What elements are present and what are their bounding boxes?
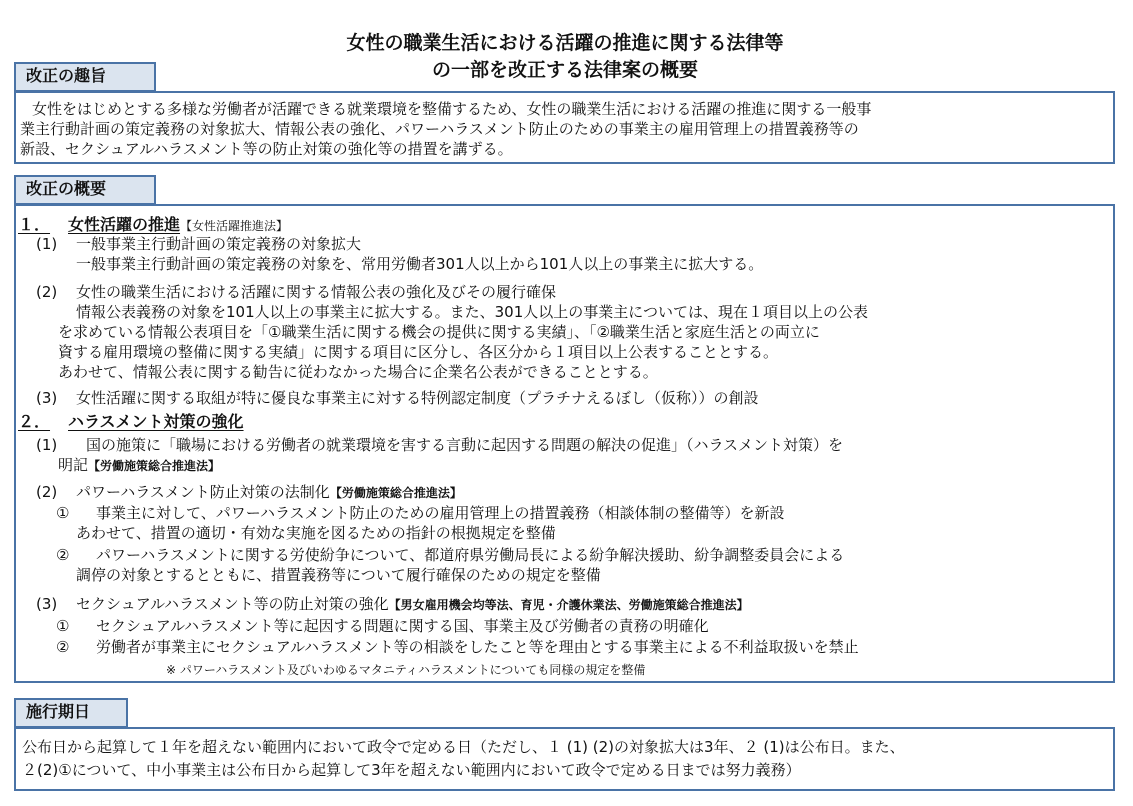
section1-law: 【女性活躍推進法】 [180, 219, 289, 233]
purpose-heading-tab [14, 62, 156, 92]
s1-item1-title: 一般事業主行動計画の策定義務の対象拡大 [76, 235, 362, 253]
purpose-line-2: 業主行動計画の策定義務の対象拡大、情報公表の強化、パワーハラスメント防止のための事業主の雇用管理上の措置義務等の [20, 120, 859, 138]
s1-item2-body-4: あわせて、情報公表に関する勧告に従わなかった場合に企業名公表ができることとする。 [58, 363, 658, 381]
s2-item3-heading [76, 595, 749, 615]
s2-item1-text-2-body: 明記 [58, 456, 89, 474]
s2-item3-title: セクシュアルハラスメント等の防止対策の強化 [76, 595, 389, 613]
s2-item3-sub1-number: ① [56, 617, 70, 635]
effective-heading: 施行期日 [26, 702, 91, 721]
s2-item3-sub2: 労働者が事業主にセクシュアルハラスメント等の相談をしたこと等を理由とする事業主による不利益取扱いを禁止 [96, 638, 859, 656]
purpose-line-1: 女性をはじめとする多様な労働者が活躍できる就業環境を整備するため、女性の職業生活における活躍の推進に関する一般事 [32, 100, 872, 118]
effective-line-2: ２(2)①について、中小事業主は公布日から起算して3年を超えない範囲内において政令で定める日までは努力義務） [22, 761, 801, 779]
s1-item3-number: (3) [36, 389, 58, 407]
s2-note: ※ パワーハラスメント及びいわゆるマタニティハラスメントについても同様の規定を整備 [166, 663, 646, 677]
s2-item3-sub2-number: ② [56, 638, 70, 656]
s2-item2-sub2-number: ② [56, 546, 70, 564]
effective-line-1: 公布日から起算して１年を超えない範囲内において政令で定める日（ただし、１ (1) (2)の対象拡大は3年、２ (1)は公布日。また、 [22, 738, 905, 756]
section2-title: ハラスメント対策の強化 [68, 412, 244, 431]
s1-item2-body-1: 情報公表義務の対象を101人以上の事業主に拡大する。また、301人以上の事業主については、現在１項目以上の公表 [76, 303, 868, 321]
s2-item2-number: (2) [36, 483, 58, 501]
s2-item3-law: 【男女雇用機会均等法、育児・介護休業法、労働施策総合推進法】 [388, 598, 749, 612]
s2-item2-sub1-b: あわせて、措置の適切・有効な実施を図るための指針の根拠規定を整備 [76, 524, 556, 542]
overview-heading: 改正の概要 [26, 179, 107, 198]
s2-item1-law: 【労働施策総合推進法】 [88, 459, 221, 473]
s2-item2-sub2-b: 調停の対象とするとともに、措置義務等について履行確保のための規定を整備 [76, 566, 601, 584]
s1-item1-number: (1) [36, 235, 58, 253]
section2-heading [18, 412, 244, 431]
s1-item2-number: (2) [36, 283, 58, 301]
s2-item3-sub1: セクシュアルハラスメント等に起因する問題に関する国、事業主及び労働者の責務の明確化 [96, 617, 709, 635]
s2-item2-sub1-number: ① [56, 504, 70, 522]
purpose-heading: 改正の趣旨 [26, 66, 107, 85]
s2-item2-sub2: パワーハラスメントに関する労使紛争について、都道府県労働局長による紛争解決援助、紛争調整委員会による [96, 546, 845, 564]
section1-number: １． [18, 215, 51, 234]
s1-item2-title: 女性の職業生活における活躍に関する情報公表の強化及びその履行確保 [76, 283, 557, 301]
overview-box [14, 204, 1115, 683]
s2-item2-sub1: 事業主に対して、パワーハラスメント防止のための雇用管理上の措置義務（相談体制の整備等）を新設 [96, 504, 785, 522]
s2-item2-title: パワーハラスメント防止対策の法制化 [76, 483, 330, 501]
section1-title: 女性活躍の推進 [68, 215, 181, 234]
title-line-2: の一部を改正する法律案の概要 [431, 59, 698, 81]
title-line-1: 女性の職業生活における活躍の推進に関する法律等 [346, 32, 784, 54]
overview-heading-tab [14, 175, 156, 205]
s2-item1-text: 国の施策に「職場における労働者の就業環境を害する言動に起因する問題の解決の促進」（ハラスメント対策）を [86, 436, 844, 454]
s2-item2-law: 【労働施策総合推進法】 [329, 486, 462, 500]
section2-number: ２． [18, 412, 51, 431]
page-title [280, 30, 850, 84]
s1-item2-body-3: 資する雇用環境の整備に関する実績」に関する項目に区分し、各区分から１項目以上公表することとする。 [58, 343, 779, 361]
s1-item1-body: 一般事業主行動計画の策定義務の対象を、常用労働者301人以上から101人以上の事業主に拡大する。 [76, 255, 764, 273]
s1-item2-body-2: を求めている情報公表項目を「①職業生活に関する機会の提供に関する実績」、「②職業生活と家庭生活との両立に [58, 323, 820, 341]
effective-heading-tab [14, 698, 128, 728]
s2-item3-number: (3) [36, 595, 58, 613]
purpose-line-3: 新設、セクシュアルハラスメント等の防止対策の強化等の措置を講ずる。 [20, 140, 513, 158]
s1-item3-title: 女性活躍に関する取組が特に優良な事業主に対する特例認定制度（プラチナえるぼし（仮称））の創設 [76, 389, 759, 407]
s2-item1-text-2 [58, 456, 220, 476]
section1-heading [18, 215, 288, 236]
s2-item2-heading [76, 483, 462, 503]
s2-item1-number: (1) [36, 436, 58, 454]
purpose-box [14, 91, 1115, 164]
effective-box [14, 727, 1115, 791]
